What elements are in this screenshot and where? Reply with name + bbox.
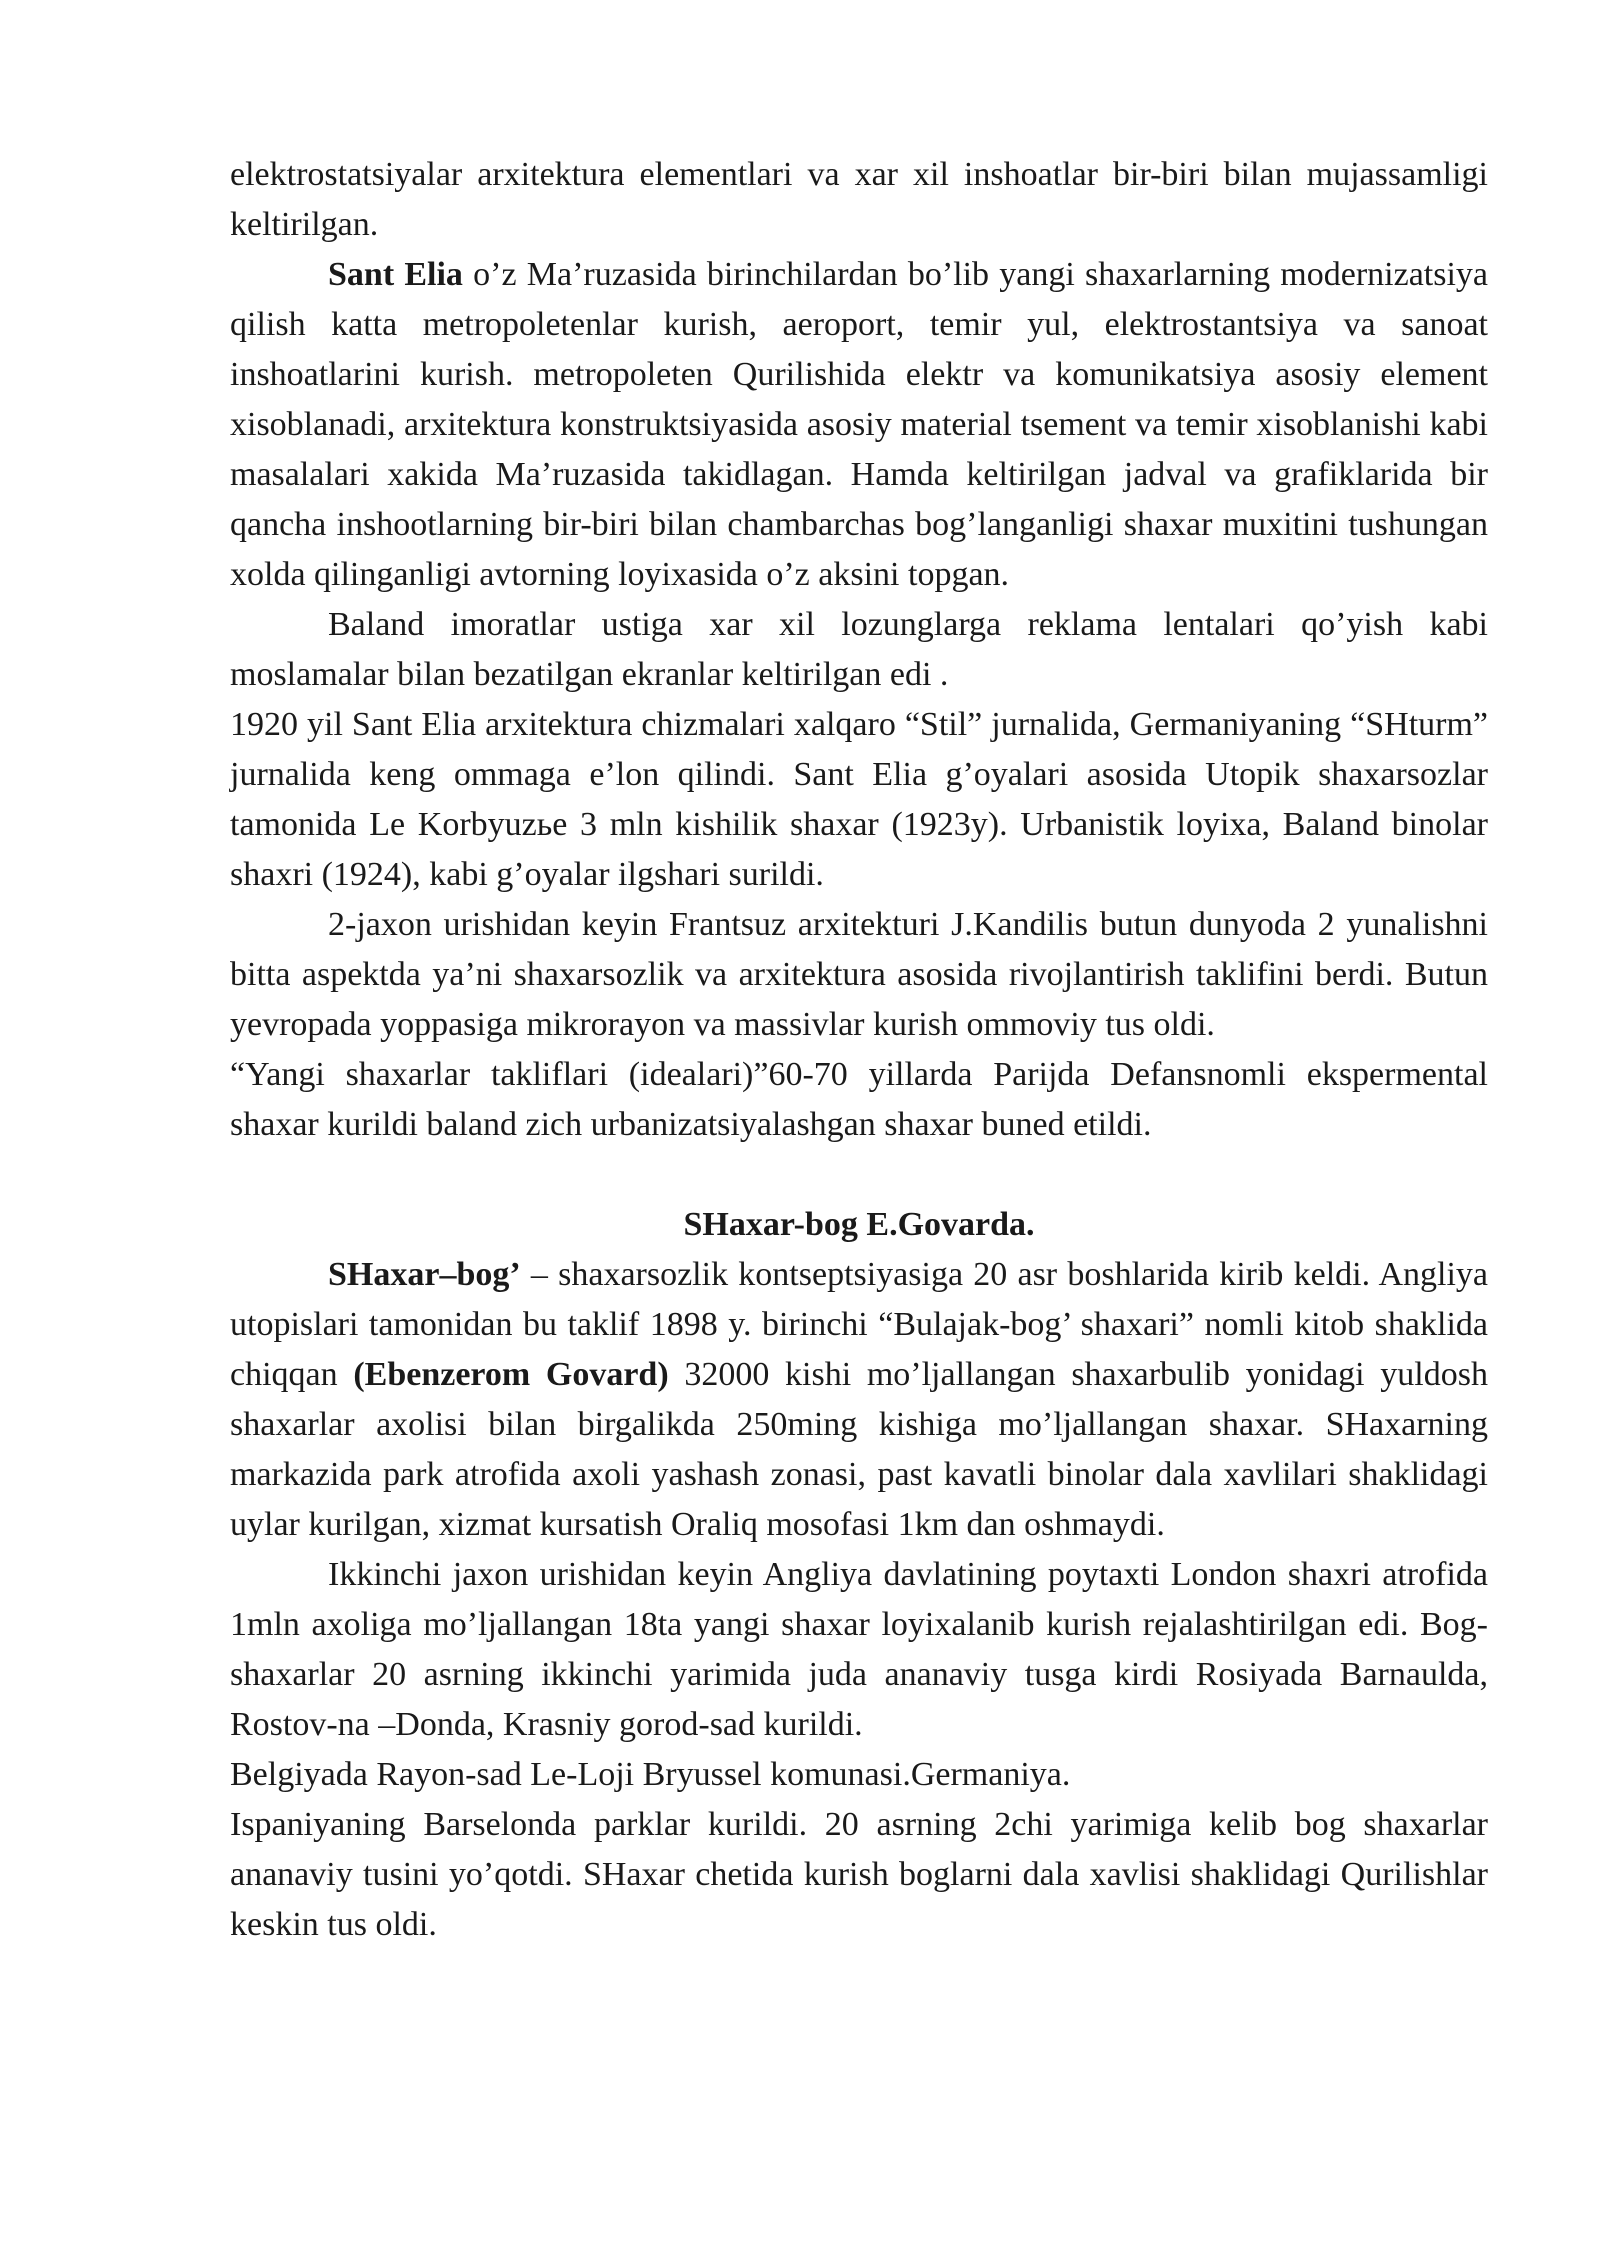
paragraph-7 — [230, 1250, 1488, 1550]
paragraph-5 — [230, 900, 1488, 1050]
paragraph-2 — [230, 250, 1488, 600]
paragraph-4 — [230, 700, 1488, 900]
paragraph-9 — [230, 1750, 1488, 1800]
paragraph-9-text: Belgiyada Rayon-sad Le-Loji Bryussel komunasi.Germaniya. — [230, 1756, 1071, 1793]
paragraph-7-bold-author: (Ebenzerom Govard) — [353, 1356, 669, 1393]
paragraph-7-text-2: 32000 kishi mo’ljallangan shaxarbulib yonidagi yuldosh shaxarlar axolisi bilan birgalikda 250ming kishiga mo’ljallangan shaxar. SHaxarning markazida park atrofida axoli yashash zonasi, past kavatli binolar dala xavlilari shaklidagi uylar kurilgan, xizmat kursatish Oraliq mosofasi 1km dan oshmaydi. — [230, 1356, 1488, 1543]
blank-line — [230, 1150, 1488, 1200]
paragraph-4-text: 1920 yil Sant Elia arxitektura chizmalari xalqaro “Stil” jurnalida, Germaniyaning “SHturm” jurnalida keng ommaga e’lon qilindi. Sant Elia g’oyalari asosida Utopik shaxarsozlar tamonida Le Korbyuzье 3 mln kishilik shaxar (1923y). Urbanistik loyixa, Baland binolar shaxri (1924), kabi g’oyalar ilgshari surildi. — [230, 706, 1488, 893]
paragraph-1-text: elektrostatsiyalar arxitektura elementlari va xar xil inshoatlar bir-biri bilan mujassamligi keltirilgan. — [230, 156, 1488, 243]
paragraph-2-bold: Sant Elia — [328, 256, 463, 293]
paragraph-8 — [230, 1550, 1488, 1750]
paragraph-3-text: Baland imoratlar ustiga xar xil lozunglarga reklama lentalari qo’yish kabi moslamalar bilan bezatilgan ekranlar keltirilgan edi . — [230, 606, 1488, 693]
document-page — [230, 150, 1488, 1950]
paragraph-10-text: Ispaniyaning Barselonda parklar kurildi. 20 asrning 2chi yarimiga kelib bog shaxarlar ananaviy tusini yo’qotdi. SHaxar chetida kurish boglarni dala xavlisi shaklidagi Qurilishlar keskin tus oldi. — [230, 1806, 1488, 1943]
paragraph-6-text: “Yangi shaxarlar takliflari (idealari)”60-70 yillarda Parijda Defansnomli ekspermental shaxar kurildi baland zich urbanizatsiyalashgan shaxar buned etildi. — [230, 1056, 1488, 1143]
paragraph-3 — [230, 600, 1488, 700]
section-heading: SHaxar-bog E.Govarda. — [683, 1206, 1035, 1243]
paragraph-5-text: 2-jaxon urishidan keyin Frantsuz arxitekturi J.Kandilis butun dunyoda 2 yunalishni bitta aspektda ya’ni shaxarsozlik va arxitektura asosida rivojlantirish taklifini berdi. Butun yevropada yoppasiga mikrorayon va massivlar kurish ommoviy tus oldi. — [230, 906, 1488, 1043]
paragraph-10 — [230, 1800, 1488, 1950]
paragraph-2-text: o’z Ma’ruzasida birinchilardan bo’lib yangi shaxarlarning modernizatsiya qilish katta metropoletenlar kurish, aeroport, temir yul, elektrostantsiya va sanoat inshoatlarini kurish. metropoleten Qurilishida elektr va komunikatsiya asosiy element xisoblanadi, arxitektura konstruktsiyasida asosiy material tsement va temir xisoblanishi kabi masalalari xakida Ma’ruzasida takidlagan. Hamda keltirilgan jadval va grafiklarida bir qancha inshootlarning bir-biri bilan chambarchas bog’langanligi shaxar muxitini tushungan xolda qilinganligi avtorning loyixasida o’z aksini topgan. — [230, 256, 1488, 593]
paragraph-7-bold-term: SHaxar–bog’ — [328, 1256, 521, 1293]
paragraph-6 — [230, 1050, 1488, 1150]
paragraph-1 — [230, 150, 1488, 250]
paragraph-8-text: Ikkinchi jaxon urishidan keyin Angliya davlatining poytaxti London shaxri atrofida 1mln axoliga mo’ljallangan 18ta yangi shaxar loyixalanib kurish rejalashtirilgan edi. Bog- shaxarlar 20 asrning ikkinchi yarimida juda ananaviy tusga kirdi Rosiyada Barnaulda, Rostov-na –Donda, Krasniy gorod-sad kurildi. — [230, 1556, 1488, 1743]
paragraph-7-text-1: – shaxarsozlik kontseptsiyasiga 20 asr boshlarida kirib keldi. Angliya utopislari tamonidan bu taklif 1898 y. birinchi “Bulajak-bog’ shaxari” nomli kitob shaklida chiqqan — [230, 1256, 1488, 1393]
